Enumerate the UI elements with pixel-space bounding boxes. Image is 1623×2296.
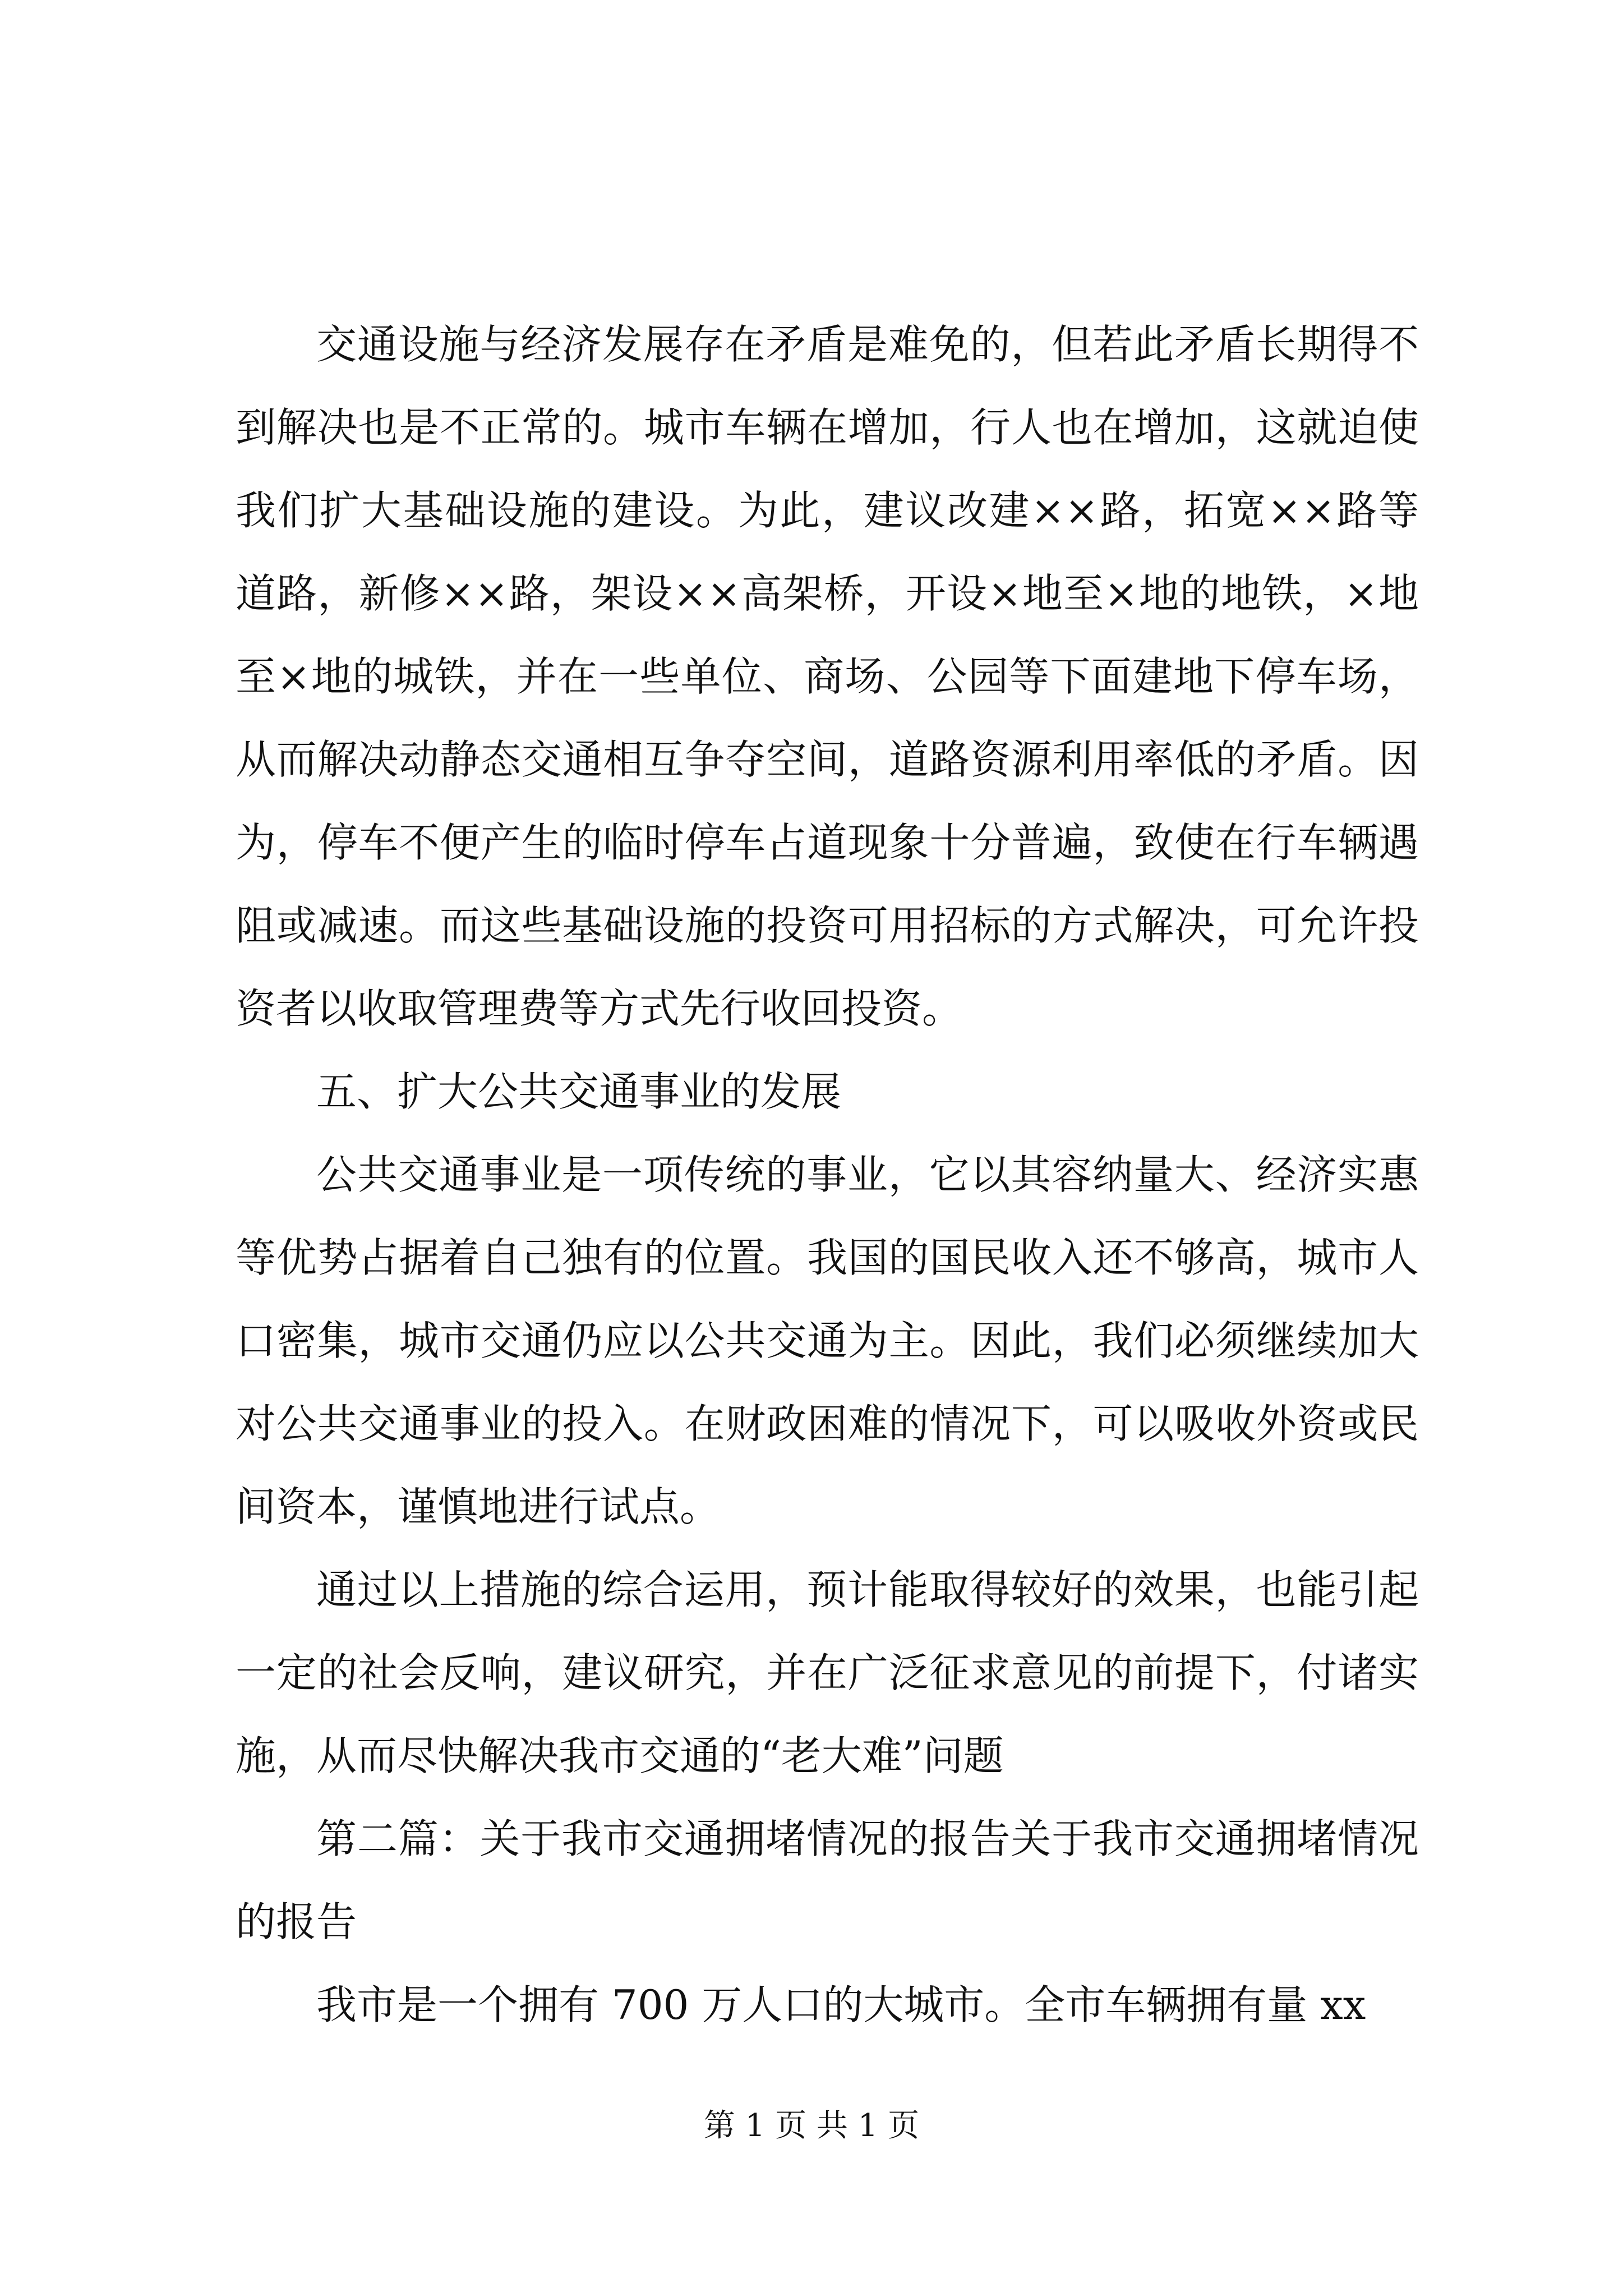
paragraph-public-transport: 公共交通事业是一项传统的事业，它以其容纳量大、经济实惠等优势占据着自己独有的位置。我国的国民收入还不够高，城市人口密集，城市交通仍应以公共交通为主。因此，我们必须继续加大对公共交通事业的投入。在财政困难的情况下，可以吸收外资或民间资本，谨慎地进行试点。	[236, 1151, 1419, 1530]
paragraph-city-population: 我市是一个拥有 700 万人口的大城市。全市车辆拥有量 xx	[316, 1981, 1366, 2028]
paragraph-second-article-title: 第二篇：关于我市交通拥堵情况的报告关于我市交通拥堵情况的报告	[236, 1815, 1419, 1945]
paragraph-conclusion: 通过以上措施的综合运用，预计能取得较好的效果，也能引起一定的社会反响，建议研究，并在广泛征求意见的前提下，付诸实施，从而尽快解决我市交通的“老大难”问题	[236, 1566, 1419, 1779]
document-body	[236, 303, 1419, 2046]
page-number-footer: 第 1 页 共 1 页	[703, 2108, 920, 2144]
section-heading-public-transport: 五、扩大公共交通事业的发展	[316, 1068, 842, 1115]
paragraph-infrastructure: 交通设施与经济发展存在矛盾是难免的，但若此矛盾长期得不到解决也是不正常的。城市车辆在增加，行人也在增加，这就迫使我们扩大基础设施的建设。为此，建议改建××路，拓宽××路等道路，新修××路，架设××高架桥，开设×地至×地的地铁，×地至×地的城铁，并在一些单位、商场、公园等下面建地下停车场，从而解决动静态交通相互争夺空间，道路资源利用率低的矛盾。因为，停车不便产生的临时停车占道现象十分普遍，致使在行车辆遇阻或减速。而这些基础设施的投资可用招标的方式解决，可允许投资者以收取管理费等方式先行收回投资。	[236, 321, 1419, 1032]
